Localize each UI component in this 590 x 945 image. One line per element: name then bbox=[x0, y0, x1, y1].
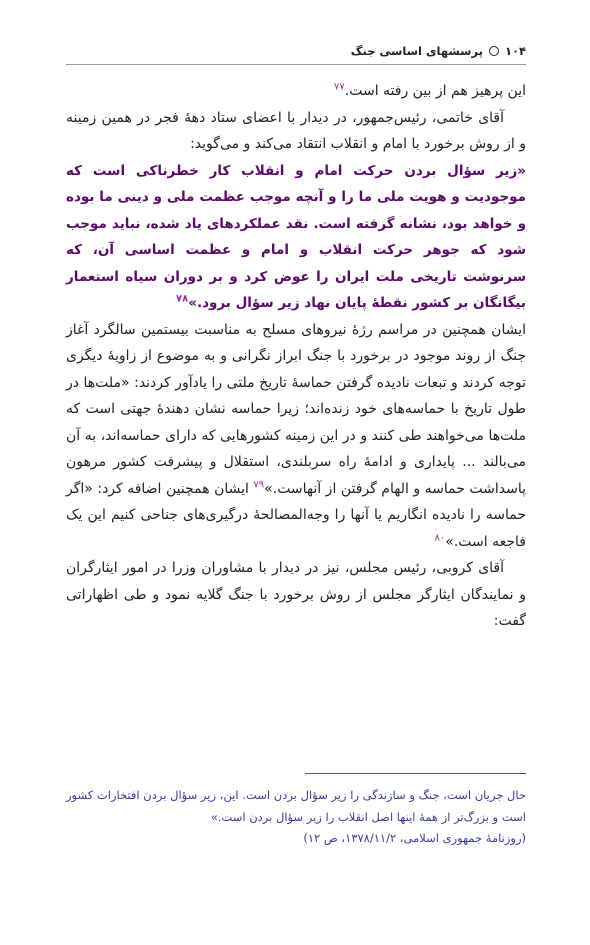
circle-separator-icon bbox=[489, 46, 499, 56]
paragraph-4: آقای کروبی، رئیس مجلس، نیز در دیدار با مشاوران وزرا در امور ایثارگران و نمایندگان ایثارگر مجلس از روش برخورد با جنگ گلایه نمود و طی اظهاراتی گفت: bbox=[66, 560, 526, 629]
main-text bbox=[66, 78, 526, 635]
footnote-ref: ۷۹ bbox=[253, 478, 265, 490]
paragraph-2: آقای خاتمی، رئیس‌جمهور، در دیدار با اعضای ستاد دهۀ فجر در همین زمینه و از روش برخورد با امام و انقلاب انتقاد می‌کند و می‌گوید: bbox=[66, 109, 526, 152]
paragraph-1 bbox=[66, 78, 526, 105]
paragraph-3 bbox=[66, 317, 526, 556]
footnote-text: حال جریان است، جنگ و سازندگی را زیر سؤال بردن است. این، زیر سؤال بردن افتخارات کشور است و بزرگ‌تر از همۀ اینها اصل انقلاب را زیر سؤال بردن است.» bbox=[66, 788, 526, 824]
footnote-divider bbox=[305, 773, 526, 774]
footnote-ref: ۷۸ bbox=[176, 293, 189, 305]
footnote bbox=[66, 785, 526, 850]
footnote-ref: ۸۰ bbox=[434, 531, 446, 543]
page-number: ۱۰۴ bbox=[504, 44, 526, 58]
footnote-ref: ۷۷ bbox=[334, 81, 345, 93]
header-divider bbox=[66, 64, 526, 65]
footnote-source: (روزنامۀ جمهوری اسلامی، ۱۳۷۸/۱۱/۲، ص ۱۲) bbox=[303, 831, 526, 845]
paragraph-3-text-b: ایشان همچنین اضافه کرد: «اگر حماسه را نادیده انگاریم یا آنها را وجه‌المصالحۀ درگیری‌های جناحی کنیم این یک فاجعه است.» bbox=[66, 480, 526, 550]
running-header bbox=[66, 40, 526, 62]
paragraph-3-text-a: ایشان همچنین در مراسم رژۀ نیروهای مسلح به مناسبت بیستمین سالگرد آغاز جنگ از روند موجود در برخورد با جنگ ابراز نگرانی و به موضوع از زاویۀ دیگری توجه کردند و تبعات نادیده گرفتن حماسۀ تاریخ ملتی را یادآور کردند: «ملت‌ها در طول تاریخ با حماسه‌های خود زنده‌اند؛ زیرا حماسه نشان دهندۀ جهتی است که ملت‌ها می‌خواهند طی کنند و در این زمینه کشورهایی که دارای حماسه‌اند، به آن می‌بالند ... پایداری و ادامۀ راه سربلندی، استقلال و پیشرفت کشور مرهون پاسداشت حماسه و الهام گرفتن از آنهاست.» bbox=[66, 321, 526, 497]
quote-block bbox=[66, 158, 526, 317]
running-title: پرسشهای اساسی جنگ bbox=[350, 44, 483, 58]
quote-text: «زیر سؤال بردن حرکت امام و انقلاب کار خطرناکی است که موجودیت و هویت ملی ما را و آنچه موجب عظمت ملی و دینی ما بوده و خواهد بود، نشانه گرفته است. نقد عملکردهای یاد شده، نباید موجب شود که جوهر حرکت انقلاب و امام و عظمت اساسی آن، که سرنوشت تاریخی ملت ایران را عوض کرد و بر دوران سیاه استعمار بیگانگان بر کشور نقطۀ پایان نهاد زیر سؤال برود.» bbox=[66, 162, 526, 311]
paragraph-1-text: این پرهیز هم از بین رفته است. bbox=[344, 83, 526, 99]
